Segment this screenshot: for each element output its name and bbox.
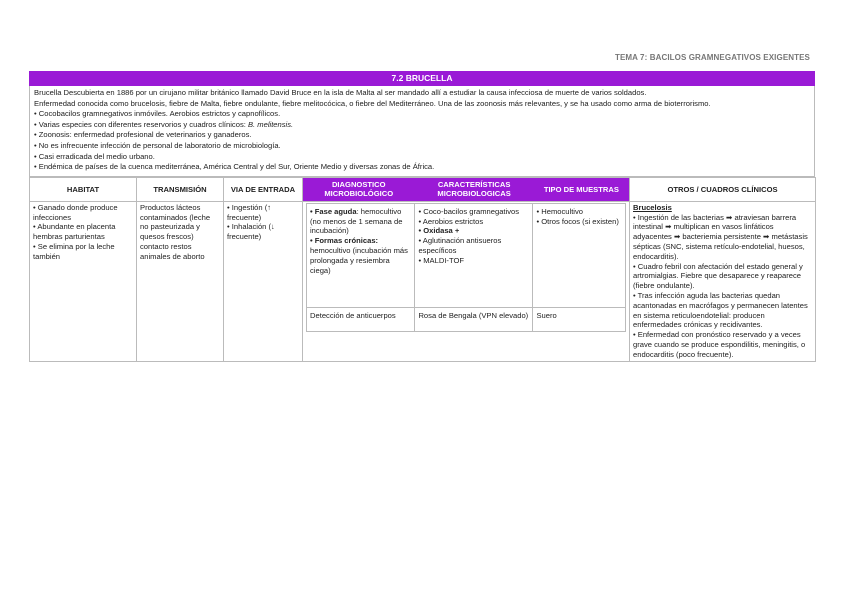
intro-line: Enfermedad conocida como brucelosis, fiebre de Malta, fiebre ondulante, fiebre melitocócica, o fiebre del Mediterráneo. Una de las zoonosis más relevantes, y se ha usado como arma de bioterrorismo. [34, 98, 711, 108]
fase-aguda-label: • Fase aguda [310, 206, 357, 216]
transmision-text: Productos lácteos contaminados (leche no pasteurizada y quesos frescos) contacto restos animales de aborto [140, 202, 211, 261]
transmision-cell [137, 201, 224, 361]
header-caracteristicas: CARACTERÍSTICAS MICROBIOLOGICAS [414, 178, 534, 200]
intro-line: • Cocobacilos gramnegativos inmóviles. Aerobios estrictos y capnofílicos. [34, 109, 281, 119]
intro-line: • Varias especies con diferentes reservorios y cuadros clínicos: [34, 119, 248, 129]
header-otros: OTROS / CUADROS CLÍNICOS [630, 177, 816, 201]
lab-subtable [306, 203, 626, 332]
formas-cronicas-text: hemocultivo (incubación más prolongada y resiembra ciega) [310, 245, 408, 275]
section-title: 7.2 BRUCELLA [29, 71, 815, 86]
caracteristicas-serologia: Rosa de Bengala (VPN elevado) [415, 307, 533, 331]
otros-cell [630, 201, 816, 361]
header-subtable [303, 178, 629, 201]
brucella-table [29, 177, 816, 362]
muestra-item: • Hemocultivo [536, 206, 584, 216]
clinical-item: • Ingestión de las bacterias ➡ atraviesan barrera intestinal ➡ multiplican en vasos linfáticos adyacentes ➡ bacteriemia persistente ➡ metástasis sépticas (SNC, sistema retículo-endotelial, huesos, endocarditis). [633, 212, 808, 261]
intro-line: • No es infrecuente infección de personal de laboratorio de microbiología. [34, 140, 281, 150]
caracteristica-item: • MALDI-TOF [418, 255, 465, 265]
lab-row-culture [307, 203, 626, 307]
diagnostico-cultivo [307, 203, 415, 307]
fase-aguda [310, 207, 411, 236]
caracteristica-item: • Aerobios estrictos [418, 216, 484, 226]
habitat-item: • Ganado donde produce infecciones [33, 202, 118, 222]
intro-line-species [34, 120, 810, 131]
document-header: TEMA 7: BACILOS GRAMNEGATIVOS EXIGENTES [614, 53, 810, 62]
via-item: • Ingestión (↑ frecuente) [227, 202, 272, 222]
intro-line: • Zoonosis: enfermedad profesional de veterinarios y ganaderos. [34, 130, 252, 140]
header-habitat: HABITAT [30, 177, 137, 201]
clinical-item: • Tras infección aguda las bacterias quedan acantonadas en macrófagos y permanecen latentes en sistema reticuloendotelial: producen enfermedades crónicas y recidivantes. [633, 290, 808, 330]
intro-block [29, 86, 815, 177]
content-wrapper [29, 71, 815, 362]
muestras-list [533, 203, 626, 307]
habitat-cell [30, 201, 137, 361]
lab-row-serology [307, 307, 626, 331]
habitat-item: • Se elimina por la leche también [33, 241, 115, 261]
header-via-entrada: VIA DE ENTRADA [224, 177, 303, 201]
header-diagnostico: DIAGNOSTICO MICROBIOLÓGICO [304, 178, 415, 200]
caracteristica-item: • Coco-bacilos gramnegativos [418, 206, 520, 216]
header-lab-group [303, 177, 630, 201]
formas-cronicas-label: • Formas crónicas: [310, 236, 379, 246]
lab-cell [303, 201, 630, 361]
header-transmision: TRANSMISIÓN [137, 177, 224, 201]
caracteristica-item: • Oxidasa + [418, 226, 460, 236]
intro-line: • Endémica de países de la cuenca mediterránea, América Central y del Sur, Oriente Medio y diversas zonas de África. [34, 162, 435, 172]
brucelosis-heading: Brucelosis [633, 202, 672, 212]
fase-aguda-text: : hemocultivo (no menos de 1 semana de incubación) [310, 206, 403, 236]
formas-cronicas [310, 236, 411, 275]
table-body-row [30, 201, 816, 361]
via-entrada-cell [224, 201, 303, 361]
muestras-serologia: Suero [533, 307, 626, 331]
intro-line: • Casi erradicada del medio urbano. [34, 151, 155, 161]
via-item: • Inhalación (↓ frecuente) [227, 222, 275, 242]
table-header-row [30, 177, 816, 201]
clinical-item: • Enfermedad con pronóstico reservado y a veces grave cuando se produce espondilitis, meningitis, o endocarditis (poco frecuente). [633, 330, 806, 359]
header-tipo-muestras: TIPO DE MUESTRAS [534, 178, 628, 200]
intro-line: Brucella Descubierta en 1886 por un cirujano militar británico llamado David Bruce en la isla de Malta al ser mandado allí a estudiar la causa infecciosa de muerte de varios soldados. [34, 88, 647, 97]
habitat-item: • Abundante en placenta hembras parturientas [33, 222, 116, 242]
clinical-item: • Cuadro febril con afectación del estado general y artromialgias. Fiebre que desaparece y reaparece (fiebre ondulante). [633, 261, 803, 291]
diagnostico-serologia: Detección de anticuerpos [307, 307, 415, 331]
species-name: B. melitensis. [247, 119, 294, 129]
caracteristica-item: • Aglutinación antisueros específicos [418, 236, 502, 255]
muestra-item: • Otros focos (si existen) [536, 216, 619, 226]
caracteristicas-list [415, 203, 533, 307]
